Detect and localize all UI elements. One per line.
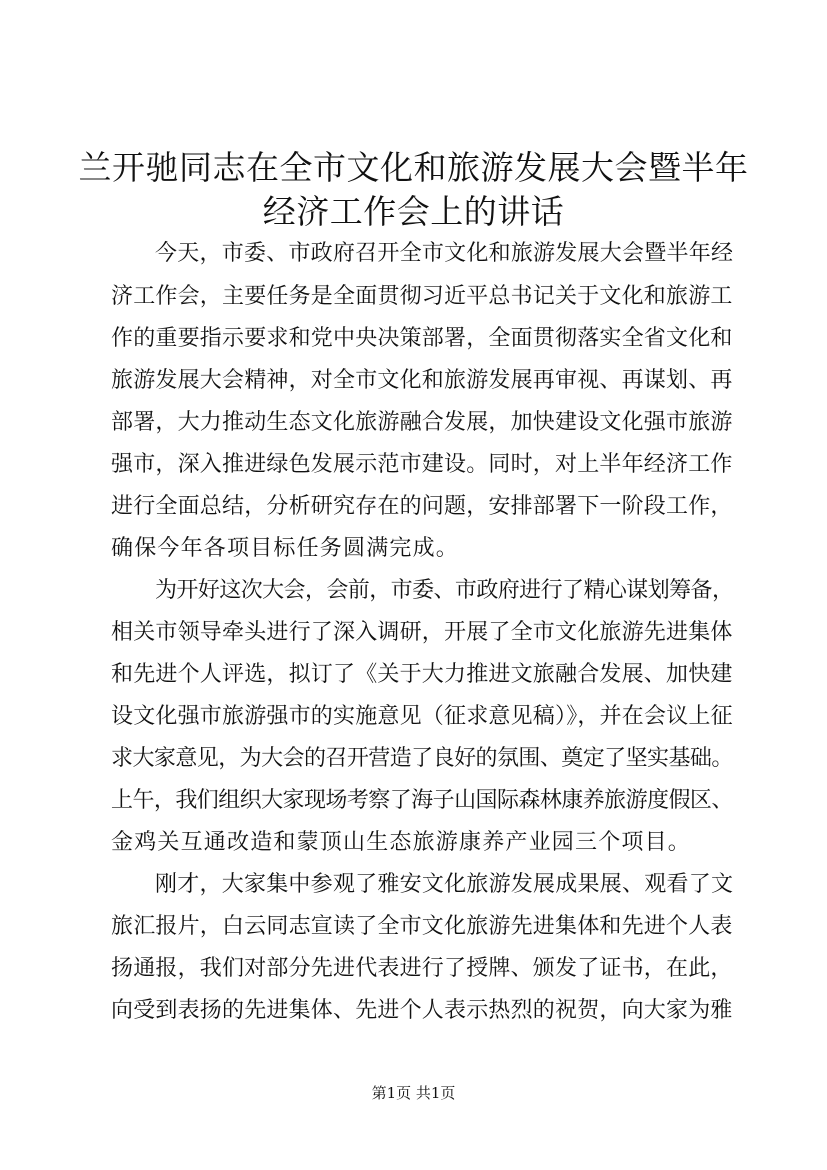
body-line: 设文化强市旅游强市的实施意见（征求意见稿）》，并在会议上征 — [111, 704, 733, 729]
page-footer: 第1页 共1页 — [371, 1084, 456, 1102]
body-line: 济工作会，主要任务是全面贯彻习近平总书记关于文化和旅游工 — [111, 284, 733, 309]
body-line: 旅游发展大会精神，对全市文化和旅游发展再审视、再谋划、再 — [111, 368, 733, 393]
body-line: 强市，深入推进绿色发展示范市建设。同时，对上半年经济工作 — [111, 452, 733, 477]
body-line: 向受到表扬的先进集体、先进个人表示热烈的祝贺，向大家为雅 — [111, 998, 733, 1023]
body-line: 部署，大力推动生态文化旅游融合发展，加快建设文化强市旅游 — [111, 410, 733, 435]
body-line: 今天，市委、市政府召开全市文化和旅游发展大会暨半年经 — [155, 241, 734, 266]
body-line: 和先进个人评选，拟订了《关于大力推进文旅融合发展、加快建 — [111, 662, 733, 687]
body-line: 上午，我们组织大家现场考察了海子山国际森林康养旅游度假区、 — [111, 788, 733, 813]
body-line: 确保今年各项目标任务圆满完成。 — [111, 536, 460, 561]
body-line: 作的重要指示要求和党中央决策部署，全面贯彻落实全省文化和 — [111, 326, 733, 351]
body-line: 进行全面总结，分析研究存在的问题，安排部署下一阶段工作， — [111, 494, 733, 519]
document-title-line-1: 兰开驰同志在全市文化和旅游发展大会暨半年 — [78, 148, 749, 187]
body-line: 旅汇报片，白云同志宣读了全市文化旅游先进集体和先进个人表 — [111, 914, 733, 939]
body-line: 刚才，大家集中参观了雅安文化旅游发展成果展、观看了文 — [155, 872, 734, 897]
body-line: 为开好这次大会，会前，市委、市政府进行了精心谋划筹备， — [155, 578, 734, 603]
document-title-line-2: 经济工作会上的讲话 — [262, 192, 565, 231]
body-line: 扬通报，我们对部分先进代表进行了授牌、颁发了证书，在此， — [111, 956, 733, 981]
body-line: 相关市领导牵头进行了深入调研，开展了全市文化旅游先进集体 — [111, 620, 733, 645]
body-line: 求大家意见，为大会的召开营造了良好的氛围、奠定了坚实基础。 — [111, 746, 733, 771]
body-line: 金鸡关互通改造和蒙顶山生态旅游康养产业园三个项目。 — [111, 830, 692, 855]
